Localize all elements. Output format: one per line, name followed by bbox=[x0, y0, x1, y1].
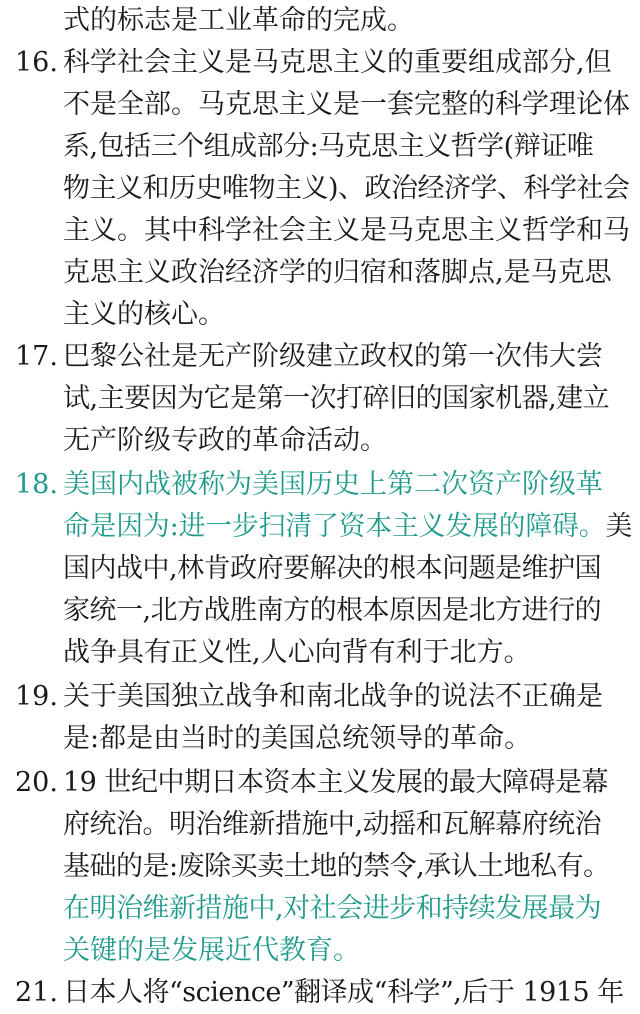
item-number: 21. bbox=[15, 977, 58, 1008]
text-segment: 美 bbox=[605, 511, 633, 542]
text-line bbox=[63, 676, 603, 718]
text-segment: 关于美国独立战争和南北战争的说法不正确是 bbox=[63, 681, 603, 712]
text-segment: 战争具有正义性,人心向背有利于北方。 bbox=[63, 637, 531, 668]
text-line bbox=[63, 42, 612, 84]
text-segment: 巴黎公社是无产阶级建立政权的第一次伟大尝 bbox=[63, 341, 603, 372]
text-segment: 主义的核心。 bbox=[63, 299, 225, 330]
text-segment: 家统一,北方战胜南方的根本原因是北方进行的 bbox=[63, 595, 602, 626]
text-segment: 无产阶级专政的革命活动。 bbox=[63, 425, 387, 456]
text-line bbox=[63, 972, 624, 1014]
text-segment: 式的标志是工业革命的完成。 bbox=[63, 5, 414, 36]
text-line bbox=[63, 548, 601, 590]
text-line bbox=[63, 0, 414, 42]
text-line bbox=[63, 930, 360, 972]
highlighted-segment: 关键的是发展近代教育。 bbox=[63, 935, 360, 966]
text-line bbox=[63, 168, 630, 210]
text-line bbox=[63, 294, 225, 336]
text-segment: 基础的是:废除买卖土地的禁令,承认土地私有。 bbox=[63, 851, 610, 882]
item-number: 19. bbox=[15, 681, 58, 712]
text-segment: 19 世纪中期日本资本主义发展的最大障碍是幕 bbox=[63, 767, 608, 798]
item-number: 20. bbox=[15, 767, 58, 798]
text-line bbox=[63, 420, 387, 462]
text-segment: 是:都是由当时的美国总统领导的革命。 bbox=[63, 723, 532, 754]
text-line bbox=[63, 464, 603, 506]
item-number: 16. bbox=[15, 47, 58, 78]
highlighted-segment: 在明治维新措施中,对社会进步和持续发展最为 bbox=[63, 893, 602, 924]
text-segment: 试,主要因为它是第一次打碎旧的国家机器,建立 bbox=[63, 383, 610, 414]
item-number: 18. bbox=[15, 469, 58, 500]
text-line bbox=[63, 846, 610, 888]
text-segment: 物主义和历史唯物主义)、政治经济学、科学社会 bbox=[63, 173, 630, 204]
text-line bbox=[63, 506, 632, 548]
text-line bbox=[63, 762, 608, 804]
text-line bbox=[63, 126, 593, 168]
text-segment: 系,包括三个组成部分:马克思主义哲学(辩证唯 bbox=[63, 131, 594, 162]
text-line bbox=[63, 336, 603, 378]
text-segment: 科学社会主义是马克思主义的重要组成部分,但 bbox=[63, 47, 612, 78]
text-line bbox=[63, 210, 630, 252]
text-segment: 国内战中,林肯政府要解决的根本问题是维护国 bbox=[63, 553, 602, 584]
text-segment: 克思主义政治经济学的归宿和落脚点,是马克思 bbox=[63, 257, 612, 288]
text-line bbox=[63, 888, 601, 930]
text-line bbox=[63, 378, 609, 420]
text-line bbox=[63, 632, 531, 674]
text-line bbox=[63, 804, 601, 846]
text-segment: 不是全部。马克思主义是一套完整的科学理论体 bbox=[63, 89, 630, 120]
highlighted-segment: 美国内战被称为美国历史上第二次资产阶级革 bbox=[63, 469, 603, 500]
text-segment: 府统治。明治维新措施中,动摇和瓦解幕府统治 bbox=[63, 809, 602, 840]
item-number: 17. bbox=[15, 341, 58, 372]
text-line bbox=[63, 252, 612, 294]
text-line bbox=[63, 590, 601, 632]
text-line bbox=[63, 718, 531, 760]
text-segment: 主义。其中科学社会主义是马克思主义哲学和马 bbox=[63, 215, 630, 246]
text-line bbox=[63, 84, 630, 126]
highlighted-segment: 命是因为:进一步扫清了资本主义发展的障碍。 bbox=[63, 511, 606, 542]
text-segment: 日本人将“science”翻译成“科学”,后于 1915 年 bbox=[63, 977, 624, 1008]
